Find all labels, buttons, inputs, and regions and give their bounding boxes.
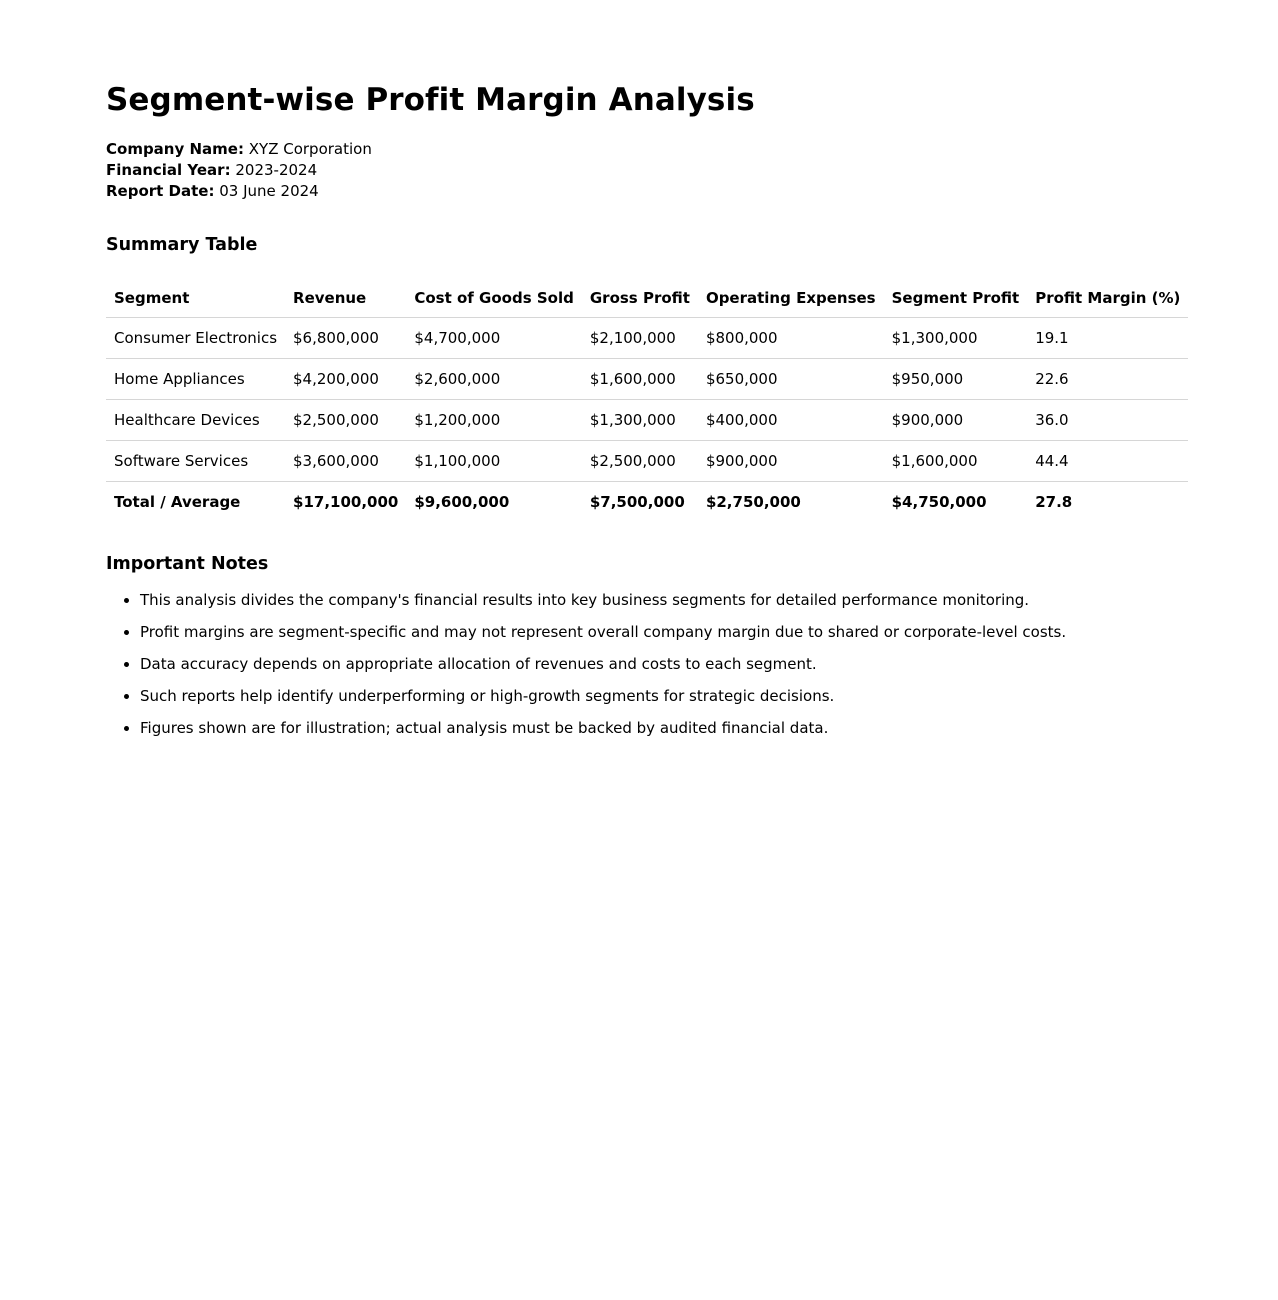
table-cell: $1,300,000 (891, 329, 978, 347)
notes-list (106, 590, 1172, 738)
table-cell: $400,000 (705, 411, 778, 429)
table-cell: $1,300,000 (589, 411, 676, 429)
column-header: Operating Expenses (705, 289, 876, 307)
table-total-row (106, 482, 1188, 523)
table-cell: $1,600,000 (589, 370, 676, 388)
page-title: Segment-wise Profit Margin Analysis (106, 82, 755, 118)
table-cell: $1,600,000 (891, 452, 978, 470)
table-cell: $4,750,000 (891, 493, 987, 511)
company-row (106, 139, 1172, 160)
table-cell: Healthcare Devices (114, 411, 260, 429)
table-cell: $6,800,000 (293, 329, 379, 347)
table-cell: $950,000 (891, 370, 964, 388)
year-row (106, 160, 1172, 181)
table-cell: $2,100,000 (589, 329, 676, 347)
table-cell: $900,000 (891, 411, 964, 429)
table-cell: $1,100,000 (414, 452, 501, 470)
column-header: Cost of Goods Sold (414, 289, 574, 307)
list-item: • This analysis divides the company's financial results into key business segments for detailed performance monitoring. (140, 590, 1172, 610)
list-item: • Profit margins are segment-specific and may not represent overall company margin due to shared or corporate-level costs. (140, 622, 1172, 642)
table-row (106, 318, 1188, 359)
table-cell: $2,750,000 (705, 493, 801, 511)
summary-table (106, 279, 1188, 522)
list-item: • Such reports help identify underperforming or high-growth segments for strategic decisions. (140, 686, 1172, 706)
table-cell: 27.8 (1035, 493, 1073, 511)
summary-heading: Summary Table (106, 235, 258, 255)
date-value: 03 June 2024 (219, 182, 319, 200)
column-header: Segment Profit (891, 289, 1020, 307)
table-cell: $17,100,000 (293, 493, 399, 511)
date-label: Report Date: (106, 182, 215, 200)
year-value: 2023-2024 (235, 161, 318, 179)
table-cell: $2,500,000 (589, 452, 676, 470)
table-cell: $7,500,000 (589, 493, 685, 511)
table-cell: $2,500,000 (293, 411, 379, 429)
company-label: Company Name: (106, 140, 244, 158)
table-row (106, 441, 1188, 482)
table-cell: $650,000 (705, 370, 778, 388)
table-cell: 44.4 (1035, 452, 1069, 470)
table-row (106, 400, 1188, 441)
table-cell: 22.6 (1035, 370, 1069, 388)
table-cell: Total / Average (114, 493, 241, 511)
list-item: • Figures shown are for illustration; actual analysis must be backed by audited financial data. (140, 718, 1172, 738)
table-cell: $2,600,000 (414, 370, 501, 388)
table-cell: $4,700,000 (414, 329, 501, 347)
table-cell: Consumer Electronics (114, 329, 278, 347)
table-header-row (106, 279, 1188, 318)
table-cell: Software Services (114, 452, 249, 470)
list-item: • Data accuracy depends on appropriate allocation of revenues and costs to each segment. (140, 654, 1172, 674)
column-header: Gross Profit (589, 289, 690, 307)
table-cell: $1,200,000 (414, 411, 501, 429)
table-cell: $4,200,000 (293, 370, 379, 388)
company-value: XYZ Corporation (248, 140, 372, 158)
year-label: Financial Year: (106, 161, 231, 179)
table-cell: Home Appliances (114, 370, 245, 388)
table-cell: $3,600,000 (293, 452, 379, 470)
table-cell: $9,600,000 (414, 493, 510, 511)
column-header: Profit Margin (%) (1035, 289, 1181, 307)
report-meta (106, 139, 1172, 202)
table-cell: $800,000 (705, 329, 778, 347)
column-header: Segment (114, 289, 190, 307)
table-row (106, 359, 1188, 400)
table-cell: 19.1 (1035, 329, 1069, 347)
column-header: Revenue (293, 289, 367, 307)
notes-heading: Important Notes (106, 554, 269, 574)
table-cell: $900,000 (705, 452, 778, 470)
table-cell: 36.0 (1035, 411, 1069, 429)
date-row (106, 181, 1172, 202)
